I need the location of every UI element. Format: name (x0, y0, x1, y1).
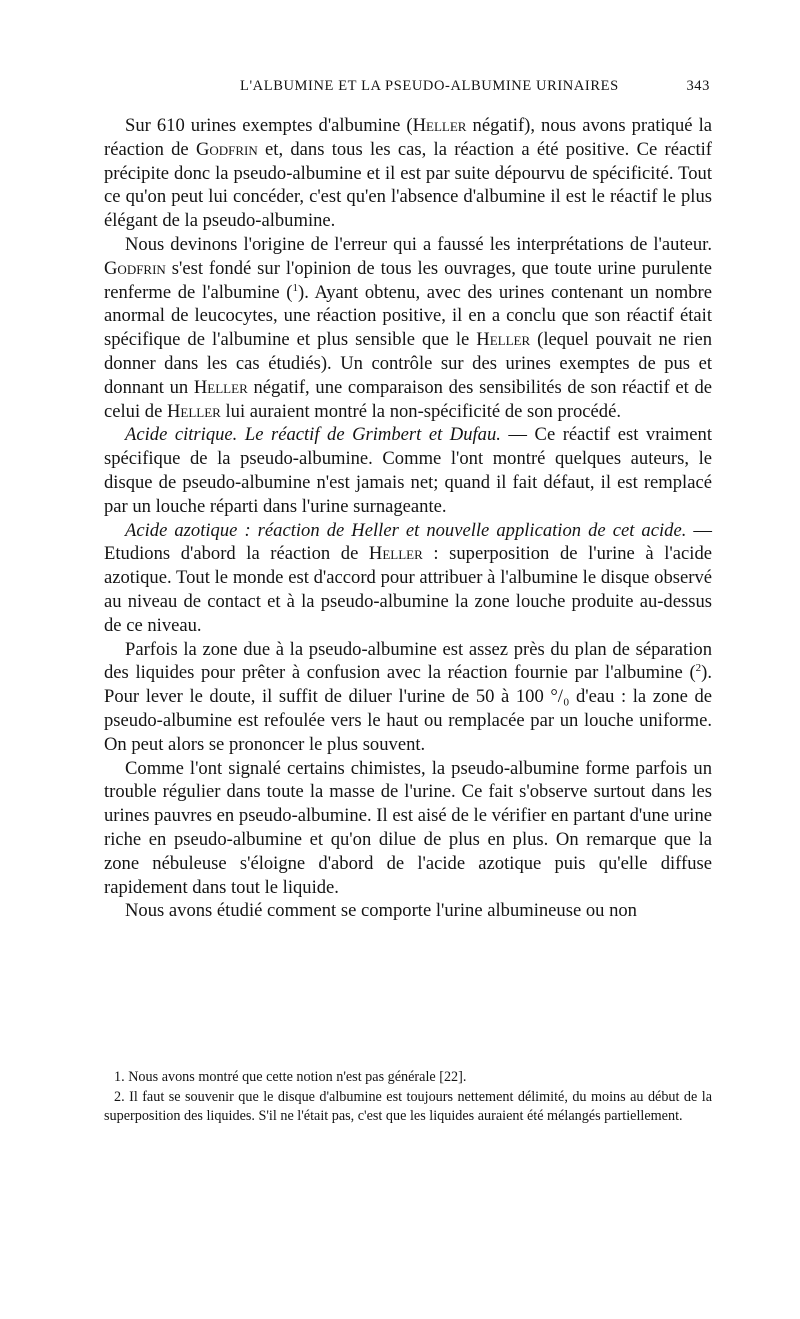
footnotes (104, 1068, 712, 1127)
author-name: Godfrin (195, 138, 258, 160)
paragraph-4: Acide azotique : réaction de Heller et nouvelle application de cet acide. — Etudions d'abord la réaction de Heller : superposition de l'urine à l'acide azotique. Tout le monde est d'accord pour attribuer à l'albumine le disque observé au niveau de contact et à la pseudo-albumine la zone louche produite au-dessus de ce niveau. (104, 519, 713, 636)
paragraph-6: Comme l'ont signalé certains chimistes, la pseudo-albumine forme parfois un trouble régulier dans toute la masse de l'urine. Ce fait s'observe surtout dans les urines pauvres en pseudo-albumine. Il est aisé de le vérifier en partant d'une urine riche en pseudo-albumine et qu'on dilue de plus en plus. On remarque que la zone nébuleuse s'éloigne d'abord de l'acide azotique puis qu'elle diffuse rapidement dans tout le liquide. (104, 757, 712, 898)
paragraph-2: Nous devinons l'origine de l'erreur qui a faussé les interprétations de l'auteur. Godfrin s'est fondé sur l'opinion de tous les ouvrages, que toute urine purulente renferme de l'albumine ($^1$). Ayant obtenu, avec des urines contenant un nombre anormal de leucocytes, une réaction positive, il en a conclu que son réactif était spécifique de l'albumine et plus sensible que le Heller (lequel pouvait ne rien donner dans les cas étudiés). Un contrôle sur des urines exemptes de pus et donnant un Heller négatif, une comparaison des sensibilités de son réactif et de celui de Heller lui auraient montré la non-spécificité de son procédé. (104, 233, 712, 422)
author-name: Godfrin (104, 257, 166, 279)
section-heading: Acide azotique : réaction de Heller et nouvelle application de cet acide. (125, 519, 687, 541)
section-heading: Acide citrique. Le réactif de Grimbert et Dufau. (125, 424, 501, 446)
paragraph-3: Acide citrique. Le réactif de Grimbert et Dufau. — Ce réactif est vraiment spécifique de la pseudo-albumine. Comme l'ont montré quelques auteurs, le disque de pseudo-albumine n'est jamais net; quand il fait défaut, il est remplacé par un louche réparti dans l'urine surnageante. (104, 424, 712, 517)
author-name: Heller (166, 400, 221, 422)
author-name: Heller (368, 543, 423, 565)
paragraph-7: Nous avons étudié comment se comporte l'urine albumineuse ou non (125, 900, 637, 922)
footnote-2: 2. Il faut se souvenir que le disque d'albumine est toujours nettement délimité, du moins au début de la superposition des liquides. S'il ne l'était pas, c'est que les liquides auraient été mélangés partiellement. (104, 1088, 712, 1125)
page-number: 343 (686, 78, 710, 94)
author-name: Heller (412, 115, 467, 136)
footnote-ref-2: 2 (695, 662, 702, 675)
footnote-1: 1. Nous avons montré que cette notion n'est pas générale [22]. (114, 1069, 467, 1085)
running-title: L'ALBUMINE ET LA PSEUDO-ALBUMINE URINAIRES (240, 78, 619, 94)
author-name: Heller (476, 329, 531, 351)
footnote-ref-1: 1 (292, 281, 299, 294)
paragraph-5: Parfois la zone due à la pseudo-albumine est assez près du plan de séparation des liquides pour prêter à confusion avec la réaction fournie par l'albumine ($^2$). Pour lever le doute, il suffit de diluer l'urine de 50 à 100 °/₀ d'eau : la zone de pseudo-albumine est refoulée vers le haut ou remplacée par un louche uniforme. On peut alors se prononcer le plus souvent. (104, 638, 712, 755)
author-name: Heller (193, 376, 248, 398)
running-header (104, 78, 710, 98)
paragraph-1: Sur 610 urines exemptes d'albumine (Heller négatif), nous avons pratiqué la réaction de Godfrin et, dans tous les cas, la réaction a été positive. Ce réactif précipite donc la pseudo-albumine et il est par suite dépourvu de spécificité. Tout ce qu'on peut lui concéder, c'est qu'en l'absence d'albumine il est le réactif le plus élégant de la pseudo-albumine. (104, 115, 712, 232)
body-text (104, 114, 712, 923)
